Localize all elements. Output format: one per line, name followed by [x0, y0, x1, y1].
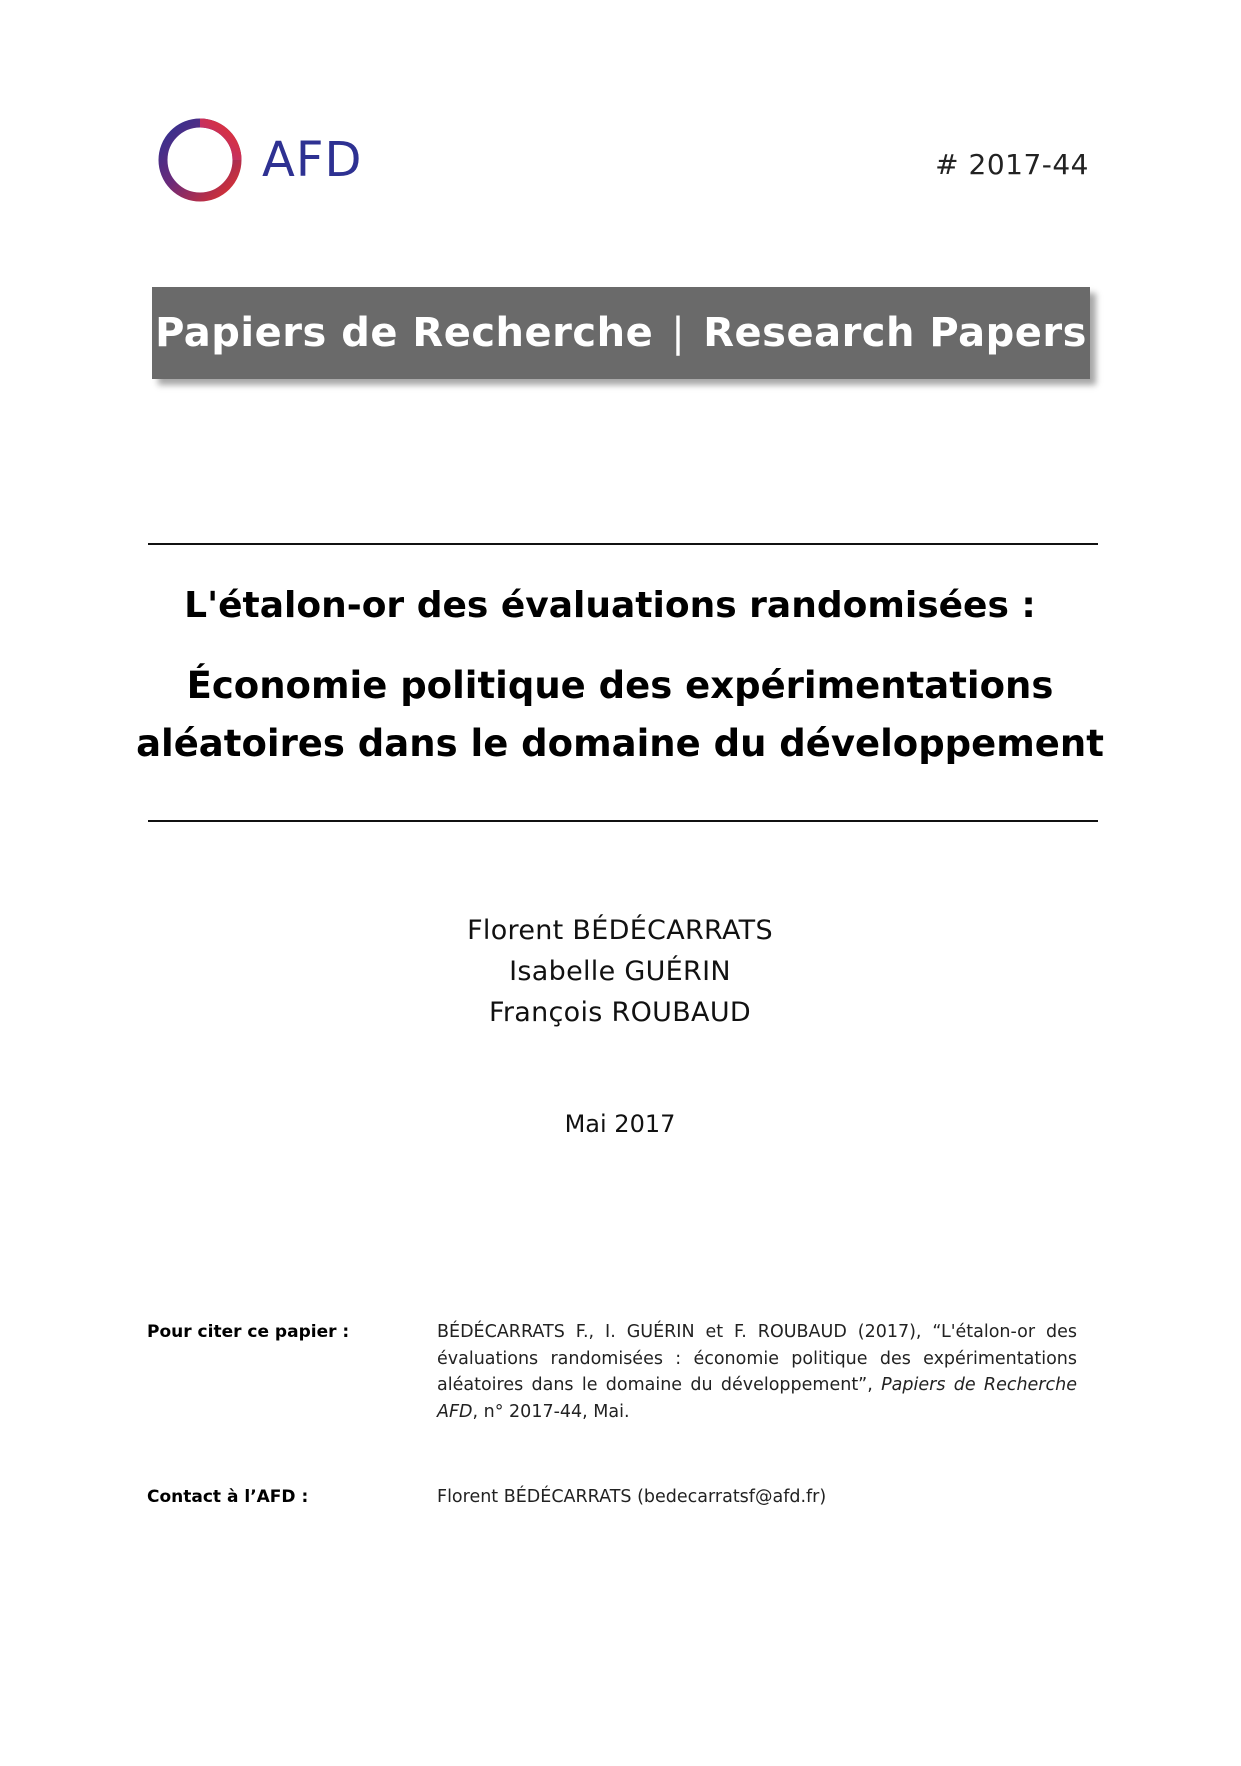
banner-label-english: Research Papers [703, 310, 1087, 356]
citation-tail: , n° 2017-44, Mai. [472, 1401, 630, 1422]
banner-label-french: Papiers de Recherche [155, 310, 654, 356]
contact-label: Contact à l’AFD : [147, 1487, 309, 1507]
author-name: Isabelle GUÉRIN [509, 956, 731, 987]
banner-separator: | [671, 310, 686, 356]
author-name: Florent BÉDÉCARRATS [467, 915, 773, 946]
series-banner [152, 287, 1090, 379]
author-list [320, 910, 920, 1033]
document-number: # 2017-44 [935, 148, 1089, 181]
publication-date: Mai 2017 [564, 1110, 676, 1138]
logo-wordmark: AFD [262, 132, 363, 188]
afd-logo-icon [155, 115, 245, 205]
citation-label: Pour citer ce papier : [147, 1322, 350, 1342]
author-name: François ROUBAUD [489, 997, 751, 1028]
citation-body: BÉDÉCARRATS F., I. GUÉRIN et F. ROUBAUD (2017), “L'étalon-or des évaluations randomisées : économie politique des expérimentations aléatoires dans le domaine du développement”, [437, 1322, 1077, 1395]
page-subtitle-line-1: Économie politique des expérimentations [186, 664, 1054, 707]
title-bottom-rule [148, 820, 1098, 822]
page-title: L'étalon-or des évaluations randomisées : [184, 585, 1036, 626]
page-subtitle-line-2: aléatoires dans le domaine du développement [136, 722, 1104, 765]
citation-series-title: Papiers de Recherche AFD [437, 1375, 1077, 1422]
contact-text: Florent BÉDÉCARRATS (bedecarratsf@afd.fr) [437, 1487, 827, 1507]
citation-text [437, 1319, 1077, 1425]
title-top-rule [148, 543, 1098, 545]
